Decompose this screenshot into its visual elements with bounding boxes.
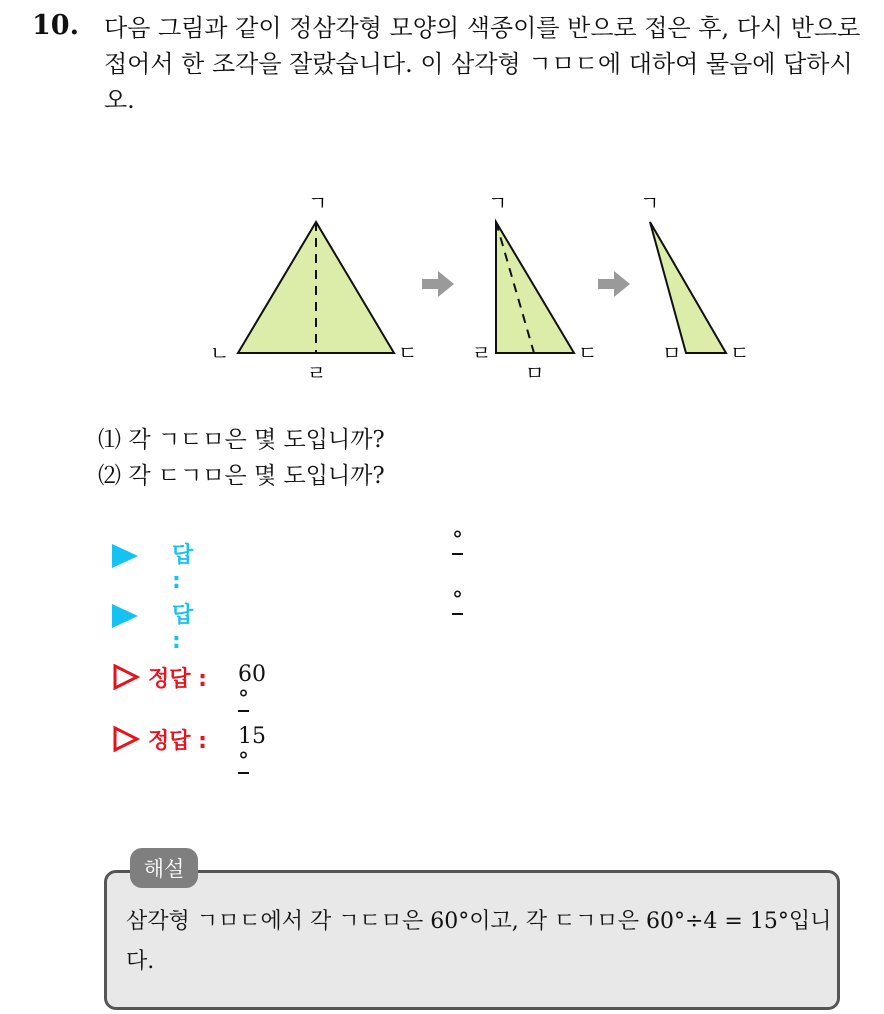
tri3-label-top: ㄱ (640, 191, 660, 215)
cut-triangle (650, 222, 726, 353)
answer-unit-2 (452, 588, 463, 613)
correct-value-2-unit: ° (238, 749, 249, 774)
subquestion-2-number: ⑵ (98, 463, 121, 489)
subquestion-1-number: ⑴ (98, 427, 121, 453)
question-text: 다음 그림과 같이 정삼각형 모양의 색종이를 반으로 접은 후, 다시 반으로 접어서 한 조각을 잘랐습니다. 이 삼각형 ㄱㅁㄷ에 대하여 물음에 답하시오. (104, 14, 861, 114)
subquestion-2-text: 각 ㄷㄱㅁ은 몇 도입니까? (128, 463, 385, 489)
arrow-icon-1 (422, 271, 454, 297)
outline-play-icon (112, 663, 140, 691)
answer-label-1: 답 : (172, 543, 194, 594)
tri2-label-top: ㄱ (488, 191, 508, 215)
play-arrow-icon (112, 604, 138, 628)
answer-label-2: 답 : (172, 603, 194, 654)
correct-value-1 (238, 662, 266, 712)
tri1-label-right: ㄷ (398, 341, 418, 365)
answer-unit-1-text: ° (452, 528, 463, 553)
half-triangle (496, 222, 574, 353)
correct-label-2: 정답 : (148, 729, 207, 754)
correct-value-1-number: 60 (238, 662, 266, 687)
arrow-icon-2 (598, 271, 630, 297)
correct-value-2-number: 15 (238, 724, 266, 749)
explanation-tag: 해설 (130, 848, 198, 888)
correct-value-2 (238, 724, 266, 774)
subquestion-2 (98, 460, 385, 492)
outline-play-icon (112, 725, 140, 753)
question-number: 10. (32, 10, 79, 41)
tri3-label-right: ㄷ (730, 341, 750, 365)
tri2-label-right: ㄷ (578, 341, 598, 365)
play-arrow-icon (112, 544, 138, 568)
tri2-label-left: ㄹ (472, 341, 492, 365)
answer-unit-1 (452, 528, 463, 553)
correct-value-1-unit: ° (238, 687, 249, 712)
tri3-label-left: ㅁ (662, 341, 682, 365)
tri1-label-left: ㄴ (210, 341, 230, 365)
folding-figure (200, 188, 780, 388)
correct-label-1: 정답 : (148, 667, 207, 692)
tri1-label-bottom: ㄹ (307, 361, 327, 385)
subquestion-1 (98, 424, 385, 456)
answer-unit-2-text: ° (452, 588, 463, 613)
folding-diagram (200, 188, 780, 388)
explanation-text: 삼각형 ㄱㅁㄷ에서 각 ㄱㄷㅁ은 60°이고, 각 ㄷㄱㅁ은 60°÷4 = 15°입니다. (126, 909, 832, 974)
tri2-label-bottom: ㅁ (525, 361, 545, 385)
subquestion-1-text: 각 ㄱㄷㅁ은 몇 도입니까? (128, 427, 385, 453)
tri1-label-top: ㄱ (308, 191, 328, 215)
